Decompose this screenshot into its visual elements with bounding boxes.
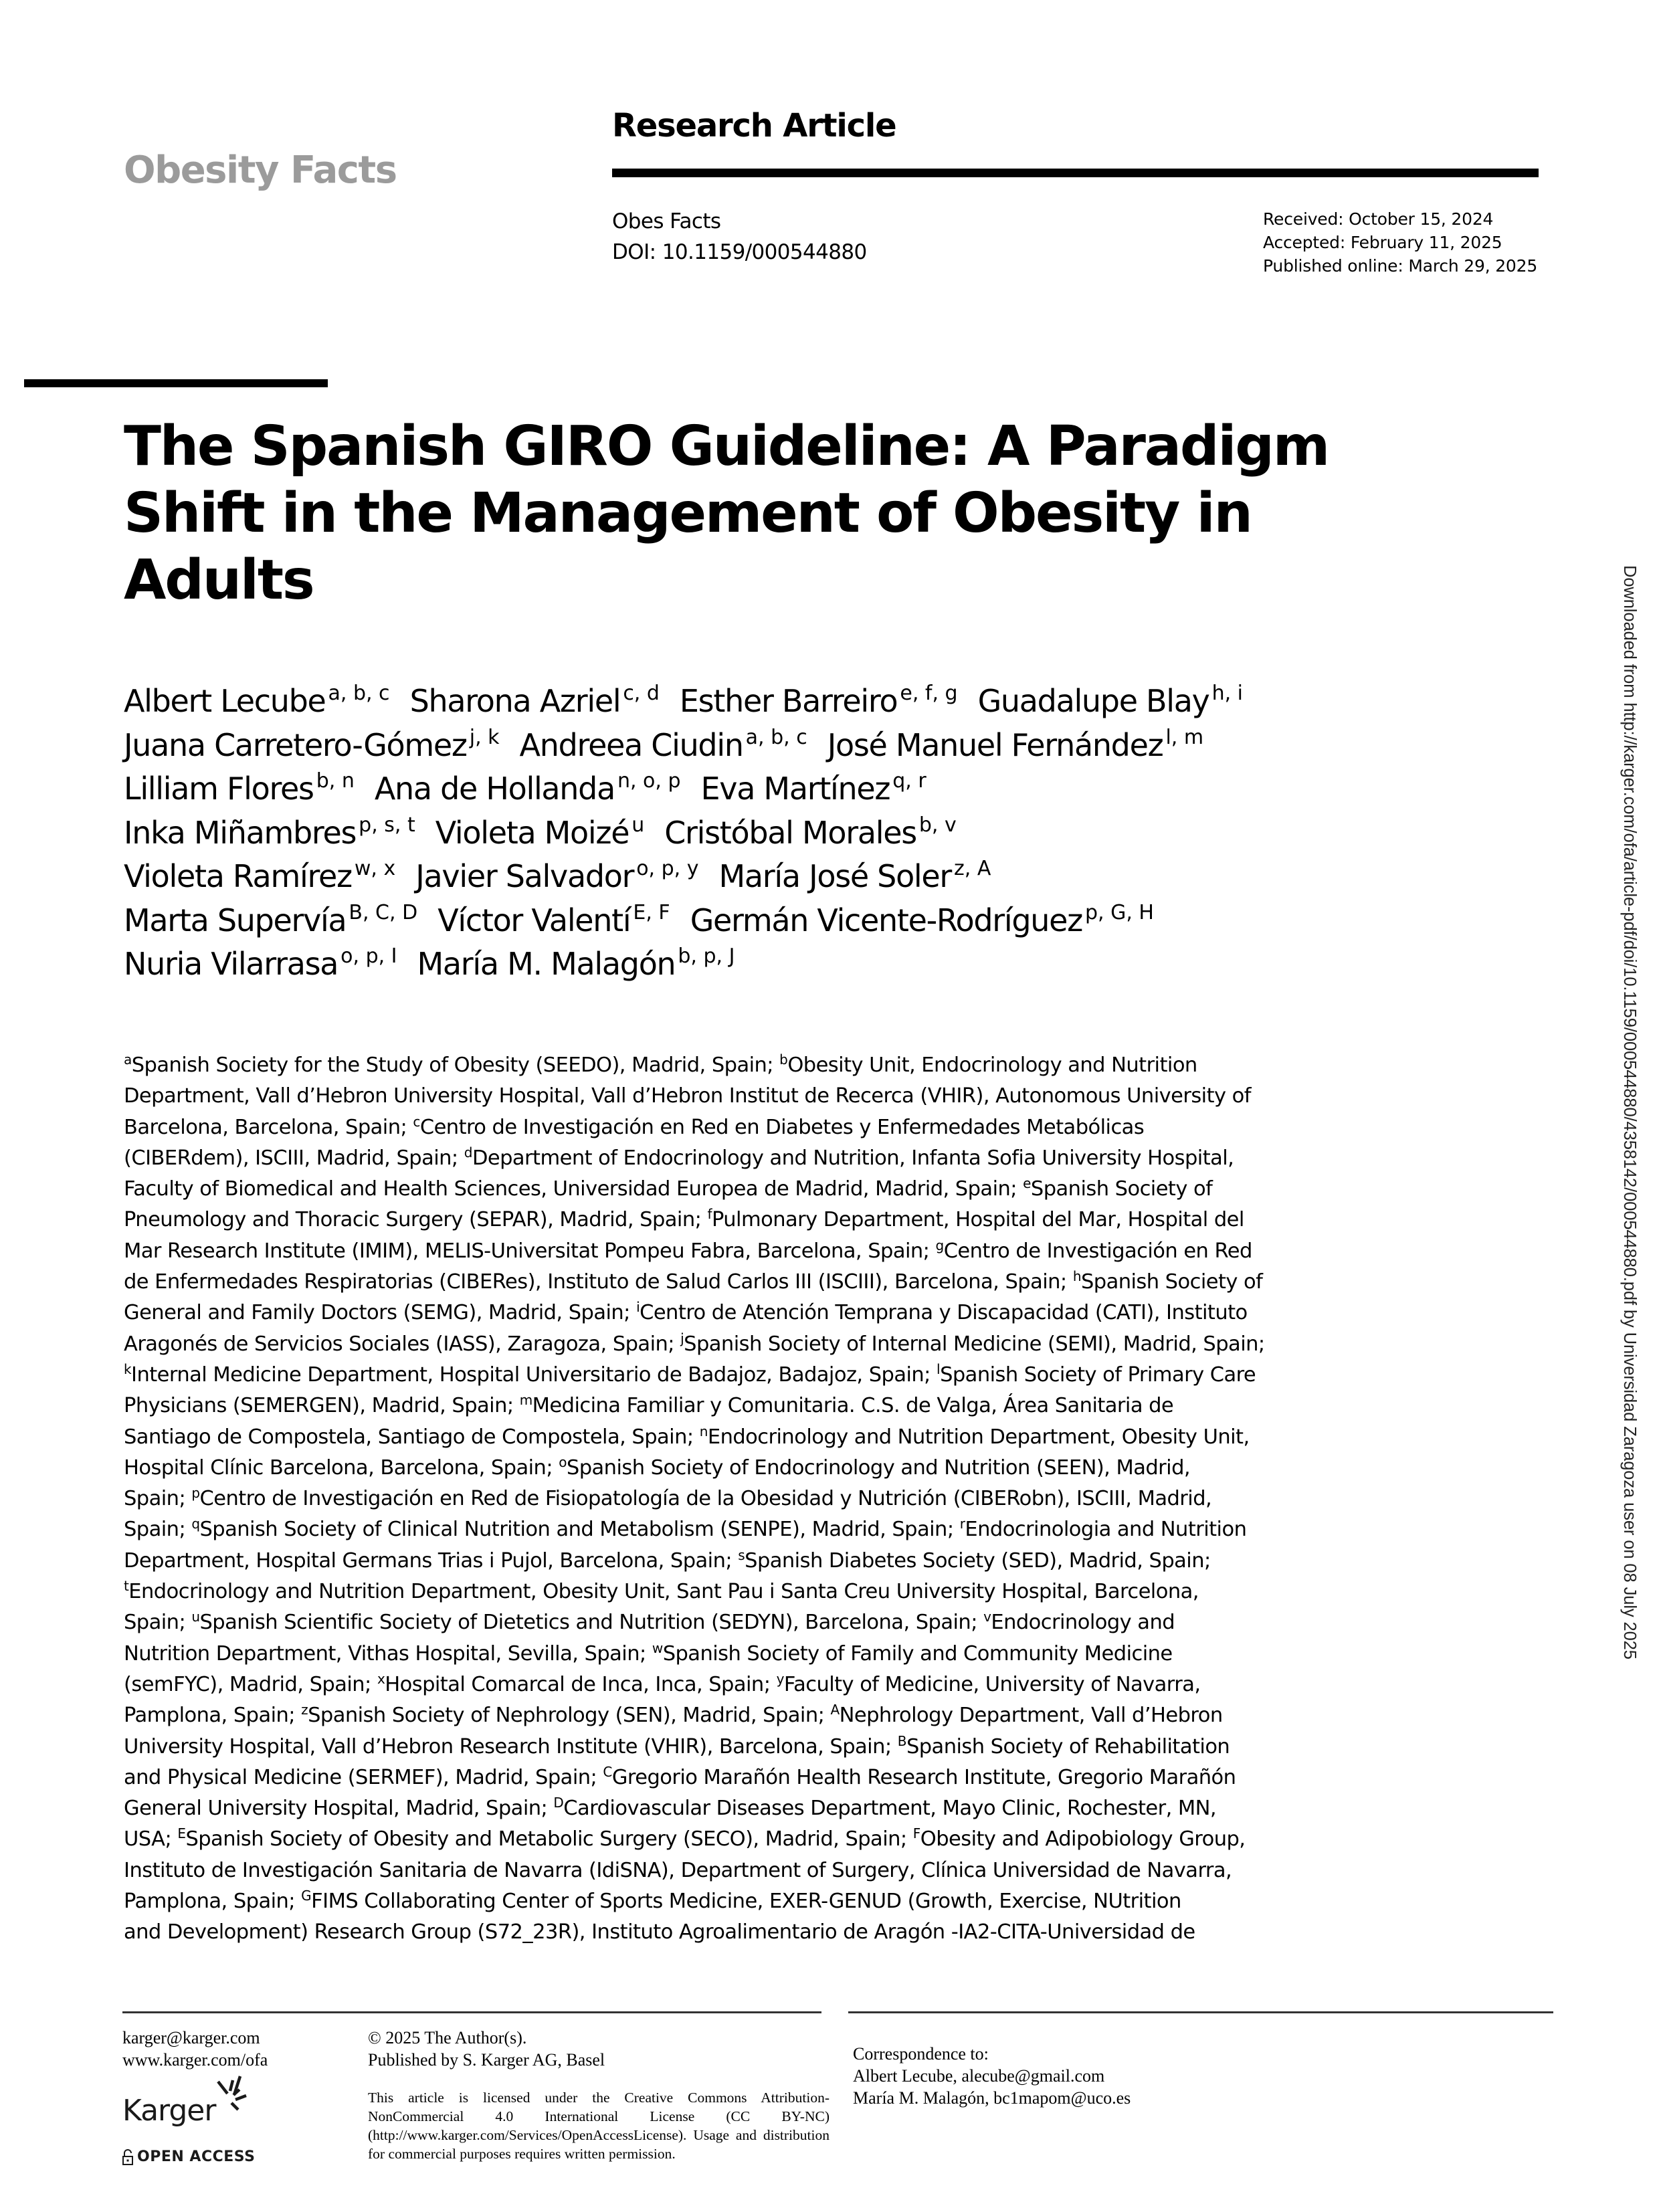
affiliation-text: Faculty of Medicine, University of Navarra, (783, 1672, 1201, 1696)
affiliation-line (124, 1607, 1308, 1638)
published-date: Published online: March 29, 2025 (1263, 256, 1538, 276)
author-line (124, 899, 1462, 943)
article-type: Research Article (612, 107, 896, 144)
author (410, 683, 660, 719)
affiliation-mark: d (464, 1144, 472, 1161)
author-affiliation-marks: u (631, 813, 645, 837)
author-affiliation-marks: b, v (918, 813, 957, 837)
author (690, 902, 1154, 938)
header-rule (612, 169, 1539, 177)
affiliation-text: Spanish Society of Clinical Nutrition and Metabolism (SENPE), Madrid, Spain; (199, 1518, 960, 1542)
affiliation-mark: b (779, 1051, 788, 1068)
affiliation-line (124, 1112, 1308, 1143)
affiliation-mark: u (191, 1609, 200, 1625)
affiliation-line (124, 1793, 1308, 1824)
affiliation-text: Endocrinology and Nutrition Department, Obesity Unit, Sant Pau i Santa Creu University Hospital, Barcelona, (128, 1580, 1199, 1604)
author-affiliation-marks: E, F (633, 900, 670, 924)
doi[interactable]: DOI: 10.1159/000544880 (612, 240, 867, 264)
affiliation-text: Centro de Investigación en Red (943, 1239, 1252, 1263)
author-name: Esther Barreiro (679, 683, 898, 719)
affiliation-line (124, 1546, 1308, 1577)
footer-rule-right (848, 2011, 1553, 2013)
author-name: María José Soler (718, 858, 952, 894)
affiliation-mark: G (301, 1888, 312, 1904)
affiliation-text: Hospital Clínic Barcelona, Barcelona, Spain; (124, 1455, 559, 1480)
article-title (124, 413, 1395, 614)
affiliation-mark: l (937, 1361, 941, 1377)
affiliation-mark: t (124, 1578, 129, 1595)
affiliation-text: Barcelona, Barcelona, Spain; (124, 1115, 413, 1139)
author (437, 902, 670, 938)
affiliation-text: Spain; (124, 1518, 192, 1542)
affiliation-line (124, 1855, 1308, 1886)
affiliation-line (124, 1081, 1308, 1112)
author-name: Cristóbal Morales (664, 814, 916, 851)
correspondent[interactable]: Albert Lecube, alecube@gmail.com (853, 2066, 1105, 2086)
affiliation-line (124, 1143, 1308, 1174)
author-name: María M. Malagón (417, 946, 676, 982)
journal-abbrev: Obes Facts (612, 209, 721, 233)
affiliation-line (124, 1391, 1308, 1421)
correspondence-label: Correspondence to: (853, 2044, 989, 2064)
accepted-date: Accepted: February 11, 2025 (1263, 233, 1502, 252)
author-list (124, 680, 1462, 987)
affiliation-mark: k (124, 1361, 132, 1377)
author (701, 771, 926, 807)
author-name: Albert Lecube (124, 683, 326, 719)
received-date: Received: October 15, 2024 (1263, 209, 1494, 229)
karger-spark-icon (217, 2075, 249, 2116)
affiliation-mark: h (1072, 1268, 1081, 1285)
author-name: Inka Miñambres (124, 814, 357, 851)
author-line (124, 811, 1462, 856)
affiliation-text: Centro de Investigación en Red en Diabetes y Enfermedades Metabólicas (419, 1115, 1145, 1139)
affiliation-mark: y (776, 1670, 784, 1687)
affiliation-mark: p (191, 1485, 200, 1502)
affiliation-text: Spanish Diabetes Society (SED), Madrid, Spain; (745, 1548, 1211, 1573)
author-name: Nuria Vilarrasa (124, 946, 338, 982)
affiliation-text: Pneumology and Thoracic Surgery (SEPAR), Madrid, Spain; (124, 1208, 708, 1232)
footer-rule-left (122, 2011, 821, 2013)
affiliation-text: Department of Endocrinology and Nutrition, Infanta Sofia University Hospital, (472, 1146, 1234, 1170)
author-name: Sharona Azriel (409, 683, 621, 719)
author (124, 771, 355, 807)
affiliation-text: Centro de Atención Temprana y Discapacidad (CATI), Instituto (640, 1301, 1248, 1325)
affiliation-text: Pulmonary Department, Hospital del Mar, Hospital del (711, 1208, 1244, 1232)
affiliations (124, 1050, 1308, 1948)
author-affiliation-marks: j, k (469, 725, 500, 749)
publication-dates (1263, 207, 1537, 278)
author-affiliation-marks: q, r (892, 769, 926, 793)
open-access-label: OPEN ACCESS (137, 2148, 256, 2165)
affiliation-text: Endocrinologia and Nutrition (965, 1518, 1247, 1542)
author-affiliation-marks: b, p, J (678, 944, 735, 968)
author (124, 815, 415, 851)
affiliation-text: Spanish Society of Primary Care (940, 1363, 1256, 1387)
author (978, 683, 1243, 719)
affiliation-mark: g (935, 1237, 944, 1253)
affiliation-mark: A (830, 1702, 840, 1718)
author (664, 815, 957, 851)
author (124, 858, 395, 894)
affiliation-text: (CIBERdem), ISCIII, Madrid, Spain; (124, 1146, 464, 1170)
author-line (124, 680, 1462, 724)
affiliation-text: Spanish Society of Rehabilitation (906, 1734, 1230, 1758)
publisher: Published by S. Karger AG, Basel (368, 2050, 605, 2070)
author-name: Guadalupe Blay (977, 683, 1209, 719)
affiliation-text: Pamplona, Spain; (124, 1890, 302, 1914)
affiliation-text: Obesity Unit, Endocrinology and Nutrition (787, 1053, 1197, 1077)
affiliation-mark: i (636, 1299, 640, 1316)
publisher-contact (122, 2027, 268, 2071)
affiliation-line (124, 1360, 1308, 1391)
copyright: © 2025 The Author(s). (368, 2028, 527, 2047)
affiliation-text: Endocrinology and (991, 1611, 1175, 1635)
author-name: Víctor Valentí (437, 902, 631, 938)
affiliation-text: Spanish Society of Nephrology (SEN), Madrid, Spain; (308, 1704, 831, 1728)
affiliation-line (124, 1422, 1308, 1453)
affiliation-mark: r (959, 1516, 965, 1532)
affiliation-mark: B (897, 1732, 906, 1749)
affiliation-text: Centro de Investigación en Red de Fisiopatología de la Obesidad y Nutrición (CIBERobn), ISCIII, Madrid, (199, 1487, 1212, 1511)
affiliation-line (124, 1886, 1308, 1917)
author-name: Juana Carretero-Gómez (124, 726, 467, 763)
affiliation-line (124, 1298, 1308, 1328)
author-name: José Manuel Fernández (827, 726, 1163, 763)
affiliation-text: Nephrology Department, Vall d’Hebron (839, 1704, 1223, 1728)
author-affiliation-marks: p, G, H (1084, 900, 1154, 924)
affiliation-mark: F (912, 1825, 920, 1842)
affiliation-text: Spanish Society of Obesity and Metabolic Surgery (SECO), Madrid, Spain; (185, 1827, 913, 1851)
author-name: Andreea Ciudin (519, 726, 743, 763)
affiliation-line (124, 1453, 1308, 1484)
affiliation-mark: v (983, 1609, 991, 1625)
author-affiliation-marks: a, b, c (328, 682, 390, 705)
affiliation-mark: m (519, 1392, 532, 1409)
affiliation-mark: n (699, 1423, 708, 1439)
affiliation-mark: f (707, 1206, 712, 1223)
affiliation-text: Physicians (SEMERGEN), Madrid, Spain; (124, 1394, 520, 1418)
author (124, 946, 397, 982)
author-affiliation-marks: a, b, c (745, 725, 807, 749)
unlocked-padlock-icon (122, 2149, 133, 2165)
affiliation-line (124, 1514, 1308, 1545)
author (124, 902, 417, 938)
affiliation-text: de Enfermedades Respiratorias (CIBERes), Instituto de Salud Carlos III (ISCIII), Barcelona, Spain; (124, 1270, 1073, 1294)
publisher-email[interactable]: karger@karger.com (122, 2028, 260, 2047)
copyright-block (368, 2027, 605, 2071)
affiliation-text: Spanish Scientific Society of Dietetics and Nutrition (SEDYN), Barcelona, Spain; (199, 1611, 984, 1635)
affiliation-mark: q (191, 1516, 200, 1532)
affiliation-mark: x (377, 1670, 385, 1687)
affiliation-mark: z (301, 1702, 308, 1718)
author-line (124, 942, 1462, 987)
author-affiliation-marks: e, f, g (900, 682, 958, 705)
karger-logo (122, 2086, 249, 2126)
author-affiliation-marks: l, m (1165, 725, 1204, 749)
title-line: Adults (124, 548, 314, 612)
affiliation-text: USA; (124, 1827, 178, 1851)
affiliation-line (124, 1484, 1308, 1514)
author-affiliation-marks: w, x (354, 857, 396, 880)
affiliation-line (124, 1205, 1308, 1235)
affiliation-text: Spanish Society of (1080, 1270, 1263, 1294)
affiliation-mark: C (603, 1763, 612, 1780)
download-note (1616, 565, 1643, 1662)
author-line (124, 724, 1462, 768)
affiliation-text: and Development) Research Group (S72_23R), Instituto Agroalimentario de Aragón -IA2-CITA-Universidad de (124, 1920, 1195, 1944)
journal-name: Obesity Facts (124, 148, 397, 192)
affiliation-mark: a (124, 1051, 132, 1068)
affiliation-mark: E (177, 1825, 186, 1842)
affiliation-mark: j (680, 1330, 684, 1346)
title-line: The Spanish GIRO Guideline: A Paradigm (124, 415, 1329, 478)
author (124, 727, 500, 763)
affiliation-line (124, 1917, 1308, 1948)
affiliation-mark: s (738, 1546, 745, 1563)
author-affiliation-marks: p, s, t (359, 813, 415, 837)
affiliation-line (124, 1700, 1308, 1731)
affiliation-text: Spanish Society of Endocrinology and Nutrition (SEEN), Madrid, (566, 1455, 1191, 1480)
affiliation-text: Spanish Society of (1030, 1177, 1213, 1201)
karger-logo-text: Karger (122, 2094, 216, 2128)
affiliation-text: General and Family Doctors (SEMG), Madrid, Spain; (124, 1301, 637, 1325)
author-affiliation-marks: c, d (623, 682, 660, 705)
affiliation-line (124, 1050, 1308, 1081)
affiliation-line (124, 1236, 1308, 1267)
affiliation-line (124, 1732, 1308, 1763)
correspondent[interactable]: María M. Malagón, bc1mapom@uco.es (853, 2088, 1131, 2108)
affiliation-text: Endocrinology and Nutrition Department, Obesity Unit, (707, 1425, 1250, 1449)
affiliation-line (124, 1577, 1308, 1607)
author-name: Javier Salvador (415, 858, 634, 894)
author (520, 727, 807, 763)
affiliation-text: Spain; (124, 1611, 192, 1635)
author (124, 683, 390, 719)
affiliation-text: Faculty of Biomedical and Health Sciences, Universidad Europea de Madrid, Madrid, Spain; (124, 1177, 1023, 1201)
author-line (124, 767, 1462, 811)
affiliation-line (124, 1639, 1308, 1670)
affiliation-line (124, 1763, 1308, 1793)
affiliation-text: Spanish Society of Internal Medicine (SEMI), Madrid, Spain; (684, 1332, 1265, 1356)
affiliation-text: and Physical Medicine (SERMEF), Madrid, Spain; (124, 1765, 603, 1789)
affiliation-mark: e (1023, 1175, 1031, 1192)
license-text: This article is licensed under the Creative Commons Attribution-NonCommercial 4.0 International License (CC BY-NC) (http://www.karger.com/Services/OpenAccessLicense). Usage and distribution for commercial purposes requires written permission. (368, 2090, 830, 2162)
affiliation-mark: o (559, 1453, 567, 1470)
affiliation-mark: c (413, 1113, 420, 1130)
author (680, 683, 958, 719)
author (719, 858, 991, 894)
author-name: Ana de Hollanda (374, 771, 615, 807)
author (827, 727, 1203, 763)
affiliation-text: Department, Vall d’Hebron University Hospital, Vall d’Hebron Institut de Recerca (VHIR), Autonomous University of (124, 1084, 1251, 1108)
affiliation-text: Obesity and Adipobiology Group, (920, 1827, 1246, 1851)
author-name: Violeta Ramírez (124, 858, 352, 894)
author-name: Marta Supervía (124, 902, 347, 938)
affiliation-text: Instituto de Investigación Sanitaria de Navarra (IdiSNA), Department of Surgery, Clínica Universidad de Navarra, (124, 1858, 1232, 1882)
author-name: Germán Vicente-Rodríguez (690, 902, 1082, 938)
author-affiliation-marks: o, p, I (340, 944, 397, 968)
title-line: Shift in the Management of Obesity in (124, 482, 1252, 545)
download-note-text: Downloaded from http://karger.com/ofa/article-pdf/doi/10.1159/000544880/4358142/000544880.pdf by Universidad Zaragoza user on 08 July 2025 (1620, 565, 1639, 1660)
correspondence-block (853, 2043, 1131, 2109)
affiliation-line (124, 1329, 1308, 1360)
affiliation-text: Spanish Society for the Study of Obesity (SEEDO), Madrid, Spain; (131, 1053, 780, 1077)
affiliation-text: Santiago de Compostela, Santiago de Compostela, Spain; (124, 1425, 700, 1449)
title-rule (24, 379, 328, 387)
affiliation-text: Hospital Comarcal de Inca, Inca, Spain; (385, 1672, 777, 1696)
affiliation-text: FIMS Collaborating Center of Sports Medicine, EXER-GENUD (Growth, Exercise, NUtrition (311, 1890, 1181, 1914)
author-name: Lilliam Flores (124, 771, 314, 807)
affiliation-text: Gregorio Marañón Health Research Institute, Gregorio Marañón (611, 1765, 1236, 1789)
author-affiliation-marks: n, o, p (617, 769, 681, 793)
author-name: Eva Martínez (700, 771, 890, 807)
author (417, 946, 735, 982)
affiliation-text: Mar Research Institute (IMIM), MELIS-Universitat Pompeu Fabra, Barcelona, Spain; (124, 1239, 936, 1263)
publisher-website[interactable]: www.karger.com/ofa (122, 2050, 268, 2070)
affiliation-text: General University Hospital, Madrid, Spain; (124, 1797, 554, 1821)
author-affiliation-marks: z, A (954, 857, 991, 880)
affiliation-text: Spain; (124, 1487, 192, 1511)
open-access-badge (122, 2148, 255, 2165)
affiliation-text: Cardiovascular Diseases Department, Mayo Clinic, Rochester, MN, (563, 1797, 1217, 1821)
affiliation-line (124, 1670, 1308, 1700)
author-name: Violeta Moizé (435, 814, 629, 851)
affiliation-text: Nutrition Department, Vithas Hospital, Sevilla, Spain; (124, 1641, 652, 1666)
affiliation-line (124, 1267, 1308, 1298)
author-affiliation-marks: b, n (316, 769, 355, 793)
journal-meta (612, 206, 867, 268)
affiliation-mark: w (652, 1639, 663, 1656)
affiliation-mark: D (553, 1795, 564, 1811)
author-affiliation-marks: h, i (1211, 682, 1243, 705)
author (435, 815, 644, 851)
affiliation-text: Internal Medicine Department, Hospital Universitario de Badajoz, Badajoz, Spain; (131, 1363, 937, 1387)
author (415, 858, 698, 894)
author (375, 771, 681, 807)
affiliation-text: Aragonés de Servicios Sociales (IASS), Zaragoza, Spain; (124, 1332, 681, 1356)
affiliation-text: Medicina Familiar y Comunitaria. C.S. de Valga, Área Sanitaria de (532, 1394, 1174, 1418)
affiliation-text: (semFYC), Madrid, Spain; (124, 1672, 377, 1696)
affiliation-line (124, 1174, 1308, 1205)
affiliation-text: Department, Hospital Germans Trias i Pujol, Barcelona, Spain; (124, 1548, 739, 1573)
affiliation-line (124, 1824, 1308, 1855)
affiliation-text: University Hospital, Vall d’Hebron Research Institute (VHIR), Barcelona, Spain; (124, 1734, 898, 1758)
affiliation-text: Spanish Society of Family and Community Medicine (662, 1641, 1173, 1666)
author-affiliation-marks: o, p, y (636, 857, 699, 880)
affiliation-text: Pamplona, Spain; (124, 1704, 302, 1728)
author-line (124, 855, 1462, 899)
author-affiliation-marks: B, C, D (349, 900, 418, 924)
